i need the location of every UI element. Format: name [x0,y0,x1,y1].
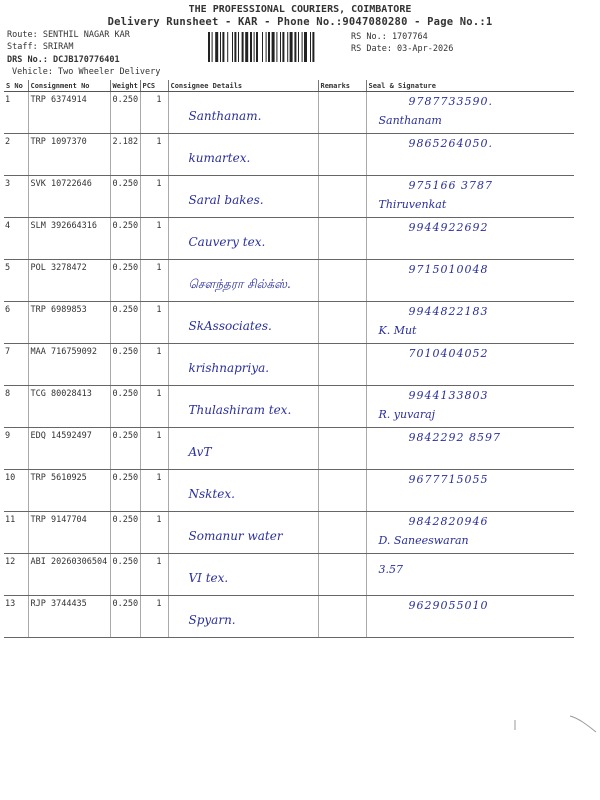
signature-name: K. Mut [378,324,417,337]
row-consignee-cell [168,134,318,176]
signature-phone: 9715010048 [408,263,489,276]
table-row [4,92,574,134]
row-remarks [318,386,366,428]
signature-phone: 975166 3787 [408,179,493,192]
tick-mark-icon [508,718,522,732]
row-sno: 3 [4,176,28,218]
row-weight: 0.250 [110,92,140,134]
table-row [4,386,574,428]
row-consignee-cell [168,302,318,344]
row-consignee-cell [168,386,318,428]
signature-phone: 9944822183 [408,305,489,318]
table-row [4,176,574,218]
row-consignment-no: TRP 5610925 [28,470,110,512]
signature-name: R. yuvaraj [378,408,436,421]
row-pcs: 1 [140,470,168,512]
row-sno: 13 [4,596,28,638]
row-remarks [318,554,366,596]
col-sno: S No [4,80,28,92]
row-signature-cell [366,134,574,176]
row-signature-cell [366,344,574,386]
row-consignment-no: POL 3278472 [28,260,110,302]
table-row [4,470,574,512]
signature-phone: 9944133803 [408,389,489,402]
row-pcs: 1 [140,260,168,302]
row-consignment-no: EDQ 14592497 [28,428,110,470]
signature-phone: 9865264050. [408,137,493,150]
table-row [4,134,574,176]
barcode-icon [208,32,346,62]
consignee-handwriting: சௌந்தரா சில்க்ஸ். [188,277,291,291]
row-weight: 0.250 [110,218,140,260]
consignee-handwriting: AvT [188,445,212,459]
row-consignment-no: TRP 6374914 [28,92,110,134]
row-consignee-cell [168,596,318,638]
row-remarks [318,470,366,512]
row-pcs: 1 [140,386,168,428]
col-consignee: Consignee Details [168,80,318,92]
row-sno: 11 [4,512,28,554]
row-pcs: 1 [140,92,168,134]
row-signature-cell [366,512,574,554]
signature-phone: 7010404052 [408,347,489,360]
signature-phone: 9787733590. [408,95,493,108]
row-sno: 6 [4,302,28,344]
consignee-handwriting: Thulashiram tex. [188,403,292,417]
row-sno: 9 [4,428,28,470]
row-remarks [318,92,366,134]
row-remarks [318,260,366,302]
row-consignee-cell [168,92,318,134]
row-weight: 0.250 [110,260,140,302]
signature-phone: 9944922692 [408,221,489,234]
signature-phone: 9629055010 [408,599,489,612]
consignee-handwriting: SkAssociates. [188,319,272,333]
col-remarks: Remarks [318,80,366,92]
row-consignment-no: SLM 392664316 [28,218,110,260]
row-sno: 1 [4,92,28,134]
rs-number: RS No.: 1707764 [351,32,428,42]
row-consignee-cell [168,176,318,218]
consignee-handwriting: Santhanam. [188,109,262,123]
table-row [4,344,574,386]
table-row [4,218,574,260]
row-signature-cell [366,554,574,596]
row-consignee-cell [168,428,318,470]
consignee-handwriting: Saral bakes. [188,193,264,207]
row-sno: 8 [4,386,28,428]
signature-phone: 9842820946 [408,515,489,528]
row-pcs: 1 [140,344,168,386]
consignee-handwriting: Nsktex. [188,487,235,501]
signature-name: D. Saneeswaran [378,534,469,547]
row-consignment-no: TRP 6989853 [28,302,110,344]
table-row [4,428,574,470]
row-consignee-cell [168,344,318,386]
row-signature-cell [366,386,574,428]
row-remarks [318,596,366,638]
drs-number: DRS No.: DCJB170776401 [7,55,120,65]
row-sno: 10 [4,470,28,512]
table-row [4,554,574,596]
consignee-handwriting: VI tex. [188,571,229,585]
row-consignment-no: TCG 80028413 [28,386,110,428]
row-pcs: 1 [140,218,168,260]
row-remarks [318,218,366,260]
row-signature-cell [366,92,574,134]
row-signature-cell [366,302,574,344]
row-consignment-no: MAA 716759092 [28,344,110,386]
consignee-handwriting: kumartex. [188,151,251,165]
table-row [4,260,574,302]
col-weight: Weight [110,80,140,92]
signature-phone: 9842292 8597 [408,431,501,444]
row-weight: 0.250 [110,386,140,428]
row-weight: 0.250 [110,302,140,344]
row-pcs: 1 [140,302,168,344]
row-consignee-cell [168,554,318,596]
row-consignment-no: ABI 20260306504 [28,554,110,596]
row-consignee-cell [168,470,318,512]
row-remarks [318,302,366,344]
row-signature-cell [366,470,574,512]
row-weight: 0.250 [110,428,140,470]
col-signature: Seal & Signature [366,80,574,92]
row-remarks [318,428,366,470]
row-sno: 5 [4,260,28,302]
row-weight: 0.250 [110,344,140,386]
row-remarks [318,134,366,176]
table-header-row [4,80,574,92]
consignee-handwriting: Spyarn. [188,613,236,627]
row-sno: 12 [4,554,28,596]
company-title: THE PROFESSIONAL COURIERS, COIMBATORE [188,4,412,15]
row-pcs: 1 [140,176,168,218]
row-sno: 7 [4,344,28,386]
row-consignee-cell [168,512,318,554]
staff-label: Staff: SRIRAM [7,42,74,52]
signature-name: Thiruvenkat [378,198,447,211]
consignee-handwriting: krishnapriya. [188,361,270,375]
row-remarks [318,344,366,386]
row-pcs: 1 [140,428,168,470]
row-consignment-no: TRP 9147704 [28,512,110,554]
col-consignment: Consignment No [28,80,110,92]
pen-mark-icon [568,712,598,742]
row-consignment-no: TRP 1097370 [28,134,110,176]
row-signature-cell [366,260,574,302]
signature-name: Santhanam [378,114,442,127]
row-remarks [318,176,366,218]
rs-date: RS Date: 03-Apr-2026 [351,44,454,54]
vehicle-label: Vehicle: Two Wheeler Delivery [12,67,161,77]
row-consignment-no: SVK 10722646 [28,176,110,218]
row-remarks [318,512,366,554]
row-consignee-cell [168,260,318,302]
row-signature-cell [366,596,574,638]
table-row [4,302,574,344]
signature-phone: 9677715055 [408,473,489,486]
signature-name: 3.57 [378,563,403,576]
row-weight: 0.250 [110,512,140,554]
runsheet-title: Delivery Runsheet - KAR - Phone No.:9047080280 - Page No.:1 [107,16,493,28]
row-pcs: 1 [140,554,168,596]
row-signature-cell [366,218,574,260]
row-consignment-no: RJP 3744435 [28,596,110,638]
row-pcs: 1 [140,512,168,554]
row-pcs: 1 [140,596,168,638]
row-weight: 2.182 [110,134,140,176]
row-pcs: 1 [140,134,168,176]
route-label: Route: SENTHIL NAGAR KAR [7,30,130,40]
consignee-handwriting: Somanur water [188,529,283,543]
col-pcs: PCS [140,80,168,92]
row-consignee-cell [168,218,318,260]
row-sno: 4 [4,218,28,260]
row-signature-cell [366,176,574,218]
table-row [4,596,574,638]
row-weight: 0.250 [110,470,140,512]
row-weight: 0.250 [110,596,140,638]
consignee-handwriting: Cauvery tex. [188,235,266,249]
table-row [4,512,574,554]
runsheet-table [4,80,574,638]
row-signature-cell [366,428,574,470]
row-weight: 0.250 [110,176,140,218]
row-sno: 2 [4,134,28,176]
row-weight: 0.250 [110,554,140,596]
